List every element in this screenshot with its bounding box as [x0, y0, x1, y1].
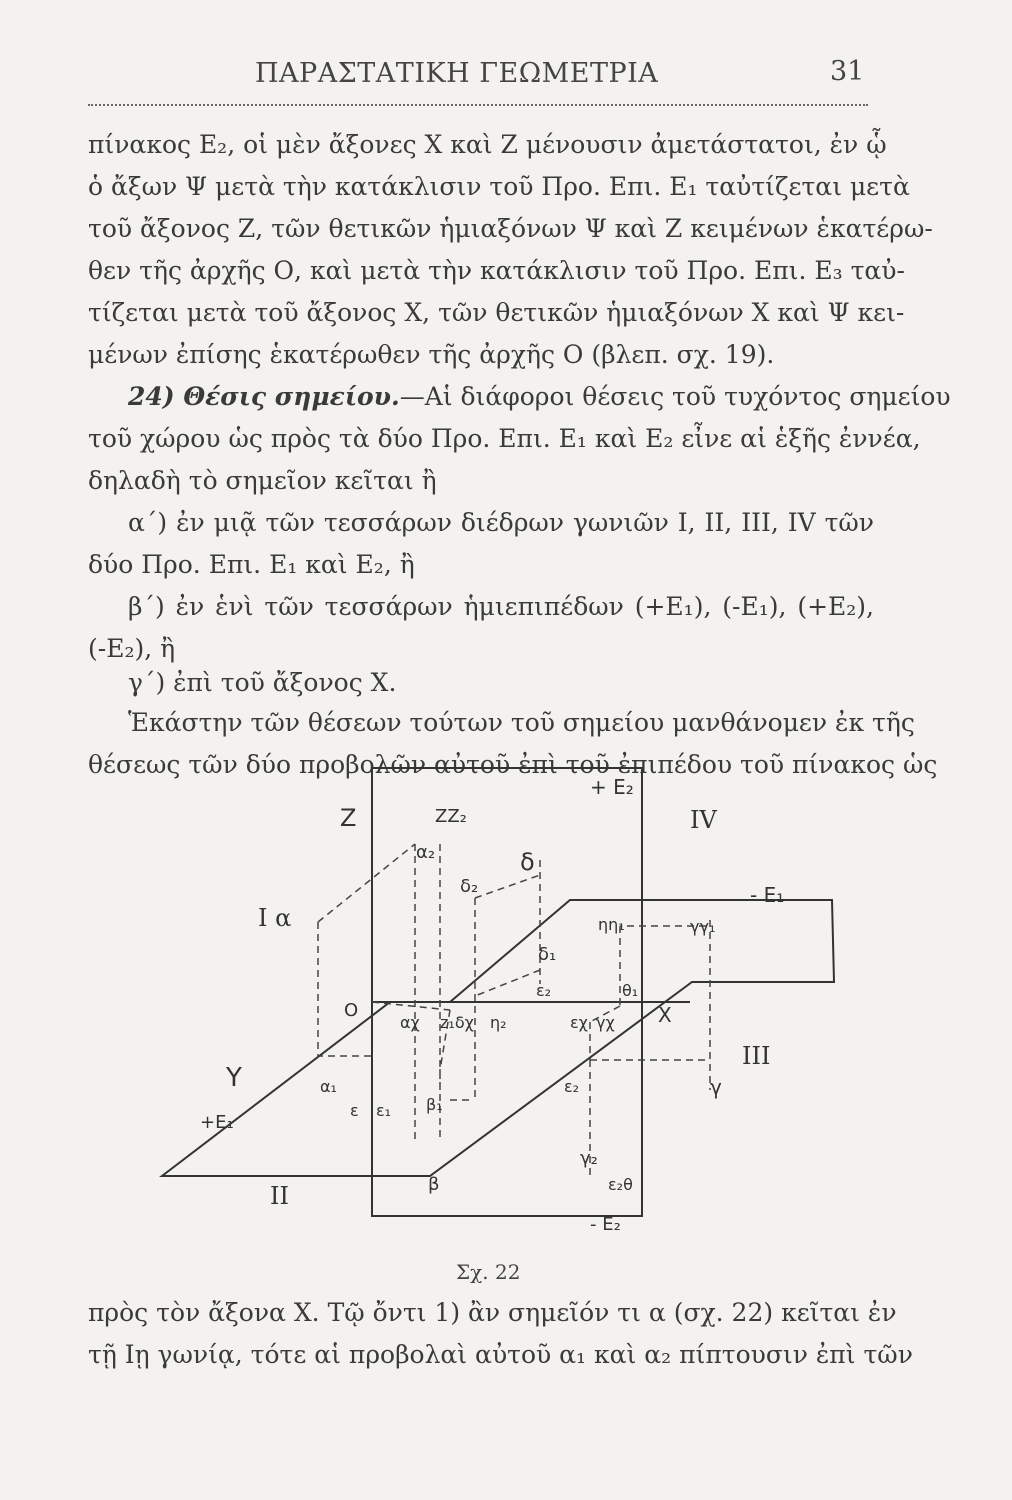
- running-title: ΠΑΡΑΣΤΑΤΙΚΗ ΓΕΩΜΕΤΡΙΑ: [255, 58, 659, 89]
- label-gamma1: γγ₁: [690, 917, 716, 936]
- text-line: τοῦ χώρου ὡς πρὸς τὰ δύο Προ. Επι. Ε₁ καὶ Ε₂ εἶνε αἱ ἑξῆς ἐννέα,: [88, 424, 921, 453]
- label-zz2: ZZ₂: [435, 806, 467, 827]
- label-eta1: ηη₁: [598, 915, 625, 934]
- label-eps: ε: [350, 1101, 359, 1120]
- text-line: τῇ Ιῃ γωνίᾳ, τότε αἱ προβολαὶ αὐτοῦ α₁ καὶ α₂ πίπτουσιν ἐπὶ τῶν: [88, 1340, 913, 1369]
- label-delta2: δ₂: [460, 876, 479, 897]
- label-b1: β₁: [426, 1095, 443, 1114]
- label-ax: αχ: [400, 1013, 420, 1032]
- label-plus-e2: + E₂: [590, 775, 634, 799]
- text-line: θέσεως τῶν δύο προβολῶν αὐτοῦ ἐπὶ τοῦ ἐπιπέδου τοῦ πίνακος ὡς: [88, 750, 938, 779]
- label-z1dx: z₁δχ: [440, 1013, 474, 1032]
- text-line: δηλαδὴ τὸ σημεῖον κεῖται ἢ: [88, 466, 437, 495]
- label-theta1: θ₁: [622, 981, 639, 1000]
- section-line: [128, 380, 951, 414]
- label-z: Z: [340, 804, 357, 832]
- label-gamma: γ: [710, 1075, 722, 1099]
- plane-e1: [162, 900, 834, 1176]
- text-line: τίζεται μετὰ τοῦ ἄξονος Χ, τῶν θετικῶν ἡμιαξόνων Χ καὶ Ψ κει-: [88, 298, 905, 327]
- section-heading: 24) Θέσις σημείου.: [128, 382, 400, 411]
- text-line: Ἑκάστην τῶν θέσεων τούτων τοῦ σημείου μανθάνομεν ἐκ τῆς: [128, 708, 915, 737]
- label-theta: ε₂θ: [608, 1175, 633, 1194]
- label-ii: II: [270, 1182, 289, 1210]
- text-line: τοῦ ἄξονος Ζ, τῶν θετικῶν ἡμιαξόνων Ψ καὶ Ζ κειμένων ἑκατέρω-: [88, 214, 933, 243]
- label-iv: IV: [690, 806, 717, 834]
- text-line: μένων ἐπίσης ἑκατέρωθεν τῆς ἀρχῆς Ο (βλεπ. σχ. 19).: [88, 340, 775, 369]
- label-delta: δ: [520, 848, 535, 876]
- label-iii: III: [742, 1042, 771, 1070]
- label-e2: ε₂: [564, 1077, 580, 1096]
- label-eta2: η₂: [490, 1013, 507, 1032]
- header-rule: [88, 104, 868, 106]
- text-line: ὁ ἄξων Ψ μετὰ τὴν κατάκλισιν τοῦ Προ. Επι. Ε₁ ταὐτίζεται μετὰ: [88, 172, 910, 201]
- list-item: γ΄) ἐπὶ τοῦ ἄξονος Χ.: [128, 668, 397, 697]
- label-ex: εχ: [570, 1013, 588, 1032]
- list-item: α΄) ἐν μιᾷ τῶν τεσσάρων διέδρων γωνιῶν Ι, ΙΙ, ΙΙΙ, ΙV τῶν: [128, 508, 874, 537]
- page-number: 31: [830, 56, 865, 87]
- label-y: Y: [226, 1063, 242, 1093]
- label-gx: γχ: [596, 1013, 615, 1032]
- list-item-cont: (-Ε₂), ἢ: [88, 634, 176, 663]
- text-line: πίνακος Ε₂, οἱ μὲν ἄξονες Χ καὶ Ζ μένουσιν ἀμετάστατοι, ἐν ᾧ: [88, 130, 887, 159]
- plane-e2: [372, 768, 642, 1216]
- label-minus-e1: - E₁: [750, 883, 785, 907]
- label-eps2: ε₂: [536, 981, 552, 1000]
- section-text: —Αἱ διάφοροι θέσεις τοῦ τυχόντος σημείου: [399, 382, 951, 411]
- label-x: X: [658, 1003, 672, 1027]
- label-g2: γ₂: [580, 1148, 598, 1169]
- figure-caption: Σχ. 22: [456, 1260, 521, 1284]
- label-a1: α₁: [320, 1077, 337, 1096]
- list-item-cont: δύο Προ. Επι. Ε₁ καὶ Ε₂, ἢ: [88, 550, 415, 579]
- label-eps1: ε₁: [376, 1101, 392, 1120]
- text-line: πρὸς τὸν ἄξονα Χ. Τῷ ὄντι 1) ἂν σημεῖόν τι α (σχ. 22) κεῖται ἐν: [88, 1298, 897, 1327]
- figure-diagram: [150, 760, 870, 1250]
- label-a2: α₂: [416, 842, 436, 863]
- label-i-alpha: I α: [258, 904, 292, 932]
- label-beta: β: [428, 1174, 440, 1195]
- label-minus-e2: - E₂: [590, 1214, 621, 1235]
- list-item: β΄) ἐν ἑνὶ τῶν τεσσάρων ἡμιεπιπέδων (+Ε₁), (-Ε₁), (+Ε₂),: [128, 592, 874, 621]
- label-o: O: [344, 1000, 359, 1021]
- label-delta1: δ₁: [538, 944, 557, 965]
- label-plus-e1: +E₁: [200, 1112, 234, 1133]
- text-line: θεν τῆς ἀρχῆς Ο, καὶ μετὰ τὴν κατάκλισιν τοῦ Προ. Επι. Ε₃ ταὐ-: [88, 256, 905, 285]
